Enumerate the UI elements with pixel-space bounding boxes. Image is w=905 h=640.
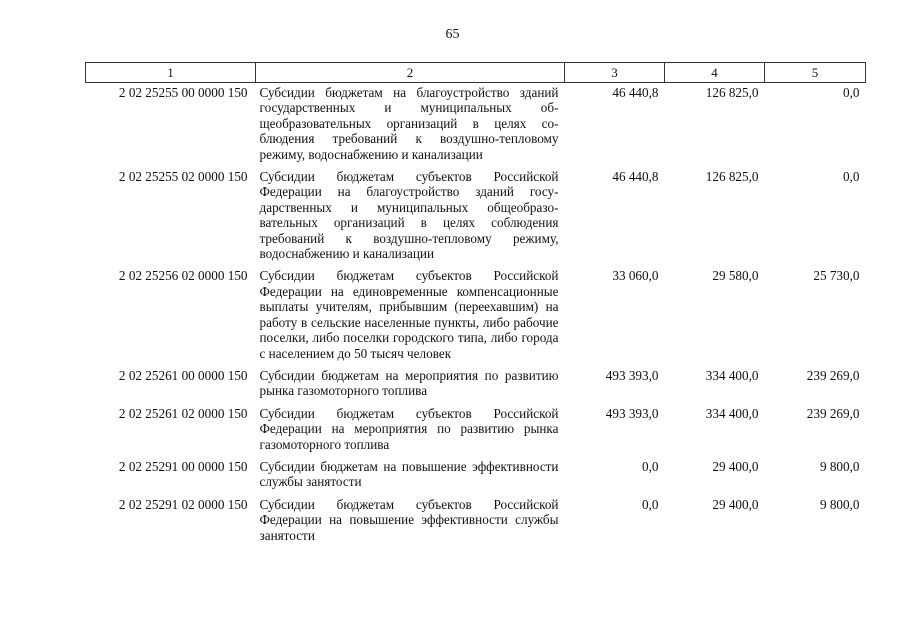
row-name: Субсидии бюджетам на благоустройство зданий государственных и муниципальных общеобразовательных организаций в целях соблюдения требований к воздушно-тепловому режиму, водоснабжению и канализации xyxy=(259,85,559,162)
row-value-col5: 0,0 xyxy=(843,85,860,100)
row-code: 2 02 25261 00 0000 150 xyxy=(118,367,248,383)
row-value-col5: 239 269,0 xyxy=(806,367,860,383)
row-value-col5: 0,0 xyxy=(843,169,860,185)
row-value-col3: 33 060,0 xyxy=(612,268,659,284)
row-value-col5: 9 800,0 xyxy=(819,458,860,474)
table-row xyxy=(86,83,866,170)
header-row xyxy=(86,63,866,83)
row-value-col4: 334 400,0 xyxy=(705,367,759,383)
row-value-col5: 239 269,0 xyxy=(806,405,860,421)
row-code: 2 02 25261 02 0000 150 xyxy=(118,405,248,421)
table-row xyxy=(86,268,866,367)
table-row xyxy=(86,368,866,406)
row-name: Субсидии бюджетам субъектов Российской Федерации на повышение эффективности службы занятости xyxy=(259,496,559,543)
page-number xyxy=(0,27,905,43)
row-code: 2 02 25256 02 0000 150 xyxy=(118,268,248,284)
table-row xyxy=(86,169,866,268)
header-col-5: 5 xyxy=(765,63,866,83)
row-value-col4: 126 825,0 xyxy=(705,85,759,100)
table-header xyxy=(86,63,866,83)
row-code: 2 02 25291 02 0000 150 xyxy=(118,496,248,512)
budget-table xyxy=(85,62,866,550)
row-code: 2 02 25255 02 0000 150 xyxy=(118,169,248,185)
row-value-col4: 29 580,0 xyxy=(712,268,759,284)
row-value-col4: 334 400,0 xyxy=(705,405,759,421)
row-value-col3: 0,0 xyxy=(642,496,659,512)
row-value-col3: 493 393,0 xyxy=(605,405,659,421)
row-name: Субсидии бюджетам на мероприятия по развитию рынка газомоторного топлива xyxy=(259,367,559,399)
table-body xyxy=(86,83,866,550)
header-col-1: 1 xyxy=(86,63,256,83)
row-value-col3: 46 440,8 xyxy=(612,169,659,185)
row-value-col4: 29 400,0 xyxy=(712,458,759,474)
row-value-col3: 46 440,8 xyxy=(612,85,659,100)
row-value-col5: 25 730,0 xyxy=(813,268,860,284)
row-code: 2 02 25255 00 0000 150 xyxy=(118,85,248,100)
row-name: Субсидии бюджетам на повышение эффективности службы занятости xyxy=(259,458,559,490)
row-value-col3: 493 393,0 xyxy=(605,367,659,383)
budget-table-container xyxy=(85,62,865,550)
header-col-2: 2 xyxy=(256,63,565,83)
row-code: 2 02 25291 00 0000 150 xyxy=(118,458,248,474)
row-value-col4: 29 400,0 xyxy=(712,496,759,512)
table-row xyxy=(86,497,866,550)
row-name: Субсидии бюджетам субъектов Российской Федерации на мероприятия по развитию рынка газомоторного топлива xyxy=(259,405,559,452)
row-name: Субсидии бюджетам субъектов Российской Федерации на благоустройство зданий государственных и муниципальных общеобразовательных организаций в целях соблюдения требований к воздушно-тепловому режиму, водоснабжению и канализации xyxy=(259,169,559,262)
row-value-col4: 126 825,0 xyxy=(705,169,759,185)
row-name: Субсидии бюджетам субъектов Российской Федерации на единовременные компенсационные выплаты учителям, прибывшим (переехавшим) на работу в сельские населенные пункты, либо рабочие поселки, либо поселки городского типа, либо города с населением до 50 тысяч человек xyxy=(259,268,559,361)
table-row xyxy=(86,459,866,497)
row-value-col3: 0,0 xyxy=(642,458,659,474)
header-col-4: 4 xyxy=(665,63,765,83)
table-row xyxy=(86,406,866,459)
row-value-col5: 9 800,0 xyxy=(819,496,860,512)
page-number-text: 65 xyxy=(445,27,460,42)
header-col-3: 3 xyxy=(565,63,665,83)
